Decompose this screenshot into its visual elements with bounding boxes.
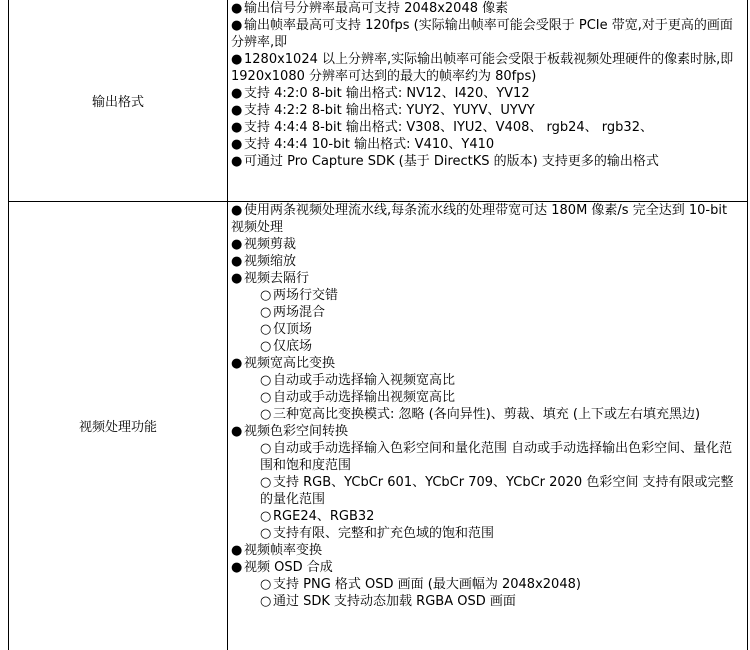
- hollow-circle-bullet-icon: ○: [260, 474, 272, 490]
- row-content: [228, 201, 748, 650]
- row-label: 输出格式: [9, 0, 228, 201]
- list-item-text: 仅顶场: [273, 321, 313, 337]
- sub-list-item: [231, 508, 741, 525]
- list-item-text: 使用两条视频处理流水线,每条流水线的处理带宽可达 180M 像素/s 完全达到 10-bit 视频处理: [231, 202, 728, 235]
- hollow-circle-bullet-icon: ○: [260, 304, 272, 320]
- list-item-text: 支持 PNG 格式 OSD 画面 (最大画幅为 2048x2048): [273, 576, 581, 592]
- list-item: [231, 202, 741, 236]
- list-item-text: 仅底场: [273, 338, 313, 354]
- hollow-circle-bullet-icon: ○: [260, 525, 272, 541]
- hollow-circle-bullet-icon: ○: [260, 593, 272, 609]
- list-item-text: 视频剪裁: [244, 236, 297, 252]
- filled-circle-bullet-icon: ●: [231, 423, 243, 439]
- hollow-circle-bullet-icon: ○: [260, 440, 272, 456]
- list-item-text: 视频去隔行: [244, 270, 310, 286]
- sub-list-item: [231, 321, 741, 338]
- list-item-text: 视频缩放: [244, 253, 297, 269]
- list-item-text: 视频帧率变换: [244, 542, 323, 558]
- list-item: [231, 542, 741, 559]
- spec-list: [231, 202, 741, 610]
- spec-list: [231, 0, 741, 170]
- list-item-text: 支持 4:2:0 8-bit 输出格式: NV12、I420、YV12: [244, 86, 530, 101]
- hollow-circle-bullet-icon: ○: [260, 406, 272, 422]
- hollow-circle-bullet-icon: ○: [260, 372, 272, 388]
- filled-circle-bullet-icon: ●: [231, 154, 243, 169]
- list-item-text: 支持有限、完整和扩充色域的饱和范围: [273, 525, 495, 541]
- sub-list-item: [231, 287, 741, 304]
- filled-circle-bullet-icon: ●: [231, 1, 243, 16]
- hollow-circle-bullet-icon: ○: [260, 287, 272, 303]
- list-item: [231, 270, 741, 287]
- list-item: [231, 153, 741, 170]
- filled-circle-bullet-icon: ●: [231, 542, 243, 558]
- hollow-circle-bullet-icon: ○: [260, 338, 272, 354]
- list-item-text: 自动或手动选择输入色彩空间和量化范围 自动或手动选择输出色彩空间、量化范围和饱和度范围: [260, 440, 733, 473]
- table-row-output-format: [9, 0, 748, 201]
- row-label: 视频处理功能: [9, 201, 228, 650]
- filled-circle-bullet-icon: ●: [231, 86, 243, 101]
- list-item-text: 两场行交错: [273, 287, 339, 303]
- list-item-text: 视频 OSD 合成: [244, 559, 333, 575]
- list-item-text: 视频色彩空间转换: [244, 423, 349, 439]
- list-item-text: RGE24、RGB32: [273, 508, 375, 524]
- hollow-circle-bullet-icon: ○: [260, 576, 272, 592]
- list-item: [231, 253, 741, 270]
- list-item-text: 三种宽高比变换模式: 忽略 (各向异性)、剪裁、填充 (上下或左右填充黑边): [273, 406, 701, 422]
- sub-list-item: [231, 525, 741, 542]
- list-item-text: 可通过 Pro Capture SDK (基于 DirectKS 的版本) 支持更多的输出格式: [244, 154, 659, 169]
- sub-list-item: [231, 593, 741, 610]
- list-item: [231, 85, 741, 102]
- filled-circle-bullet-icon: ●: [231, 202, 243, 218]
- spec-table: [8, 0, 748, 650]
- list-item-text: 输出信号分辨率最高可支持 2048x2048 像素: [244, 1, 509, 16]
- list-item-text: 支持 4:4:4 8-bit 输出格式: V308、IYU2、V408、 rgb24、 rgb32、: [244, 120, 653, 135]
- hollow-circle-bullet-icon: ○: [260, 389, 272, 405]
- filled-circle-bullet-icon: ●: [231, 137, 243, 152]
- sub-list-item: [231, 406, 741, 423]
- filled-circle-bullet-icon: ●: [231, 253, 243, 269]
- sub-list-item: [231, 474, 741, 508]
- list-item: [231, 559, 741, 576]
- list-item-text: 两场混合: [273, 304, 326, 320]
- filled-circle-bullet-icon: ●: [231, 120, 243, 135]
- sub-list-item: [231, 304, 741, 321]
- list-item-text: 通过 SDK 支持动态加载 RGBA OSD 画面: [273, 593, 516, 609]
- sub-list-item: [231, 440, 741, 474]
- list-item: [231, 119, 741, 136]
- list-item-text: 支持 4:2:2 8-bit 输出格式: YUY2、YUYV、UYVY: [244, 103, 535, 118]
- hollow-circle-bullet-icon: ○: [260, 508, 272, 524]
- filled-circle-bullet-icon: ●: [231, 236, 243, 252]
- sub-list-item: [231, 338, 741, 355]
- filled-circle-bullet-icon: ●: [231, 18, 243, 33]
- list-item-text: 1280x1024 以上分辨率,实际输出帧率可能会受限于板载视频处理硬件的像素时脉,即 1920x1080 分辨率可达到的最大的帧率约为 80fps): [231, 52, 734, 84]
- list-item-text: 视频宽高比变换: [244, 355, 336, 371]
- row-content: [228, 0, 748, 201]
- list-item: [231, 355, 741, 372]
- filled-circle-bullet-icon: ●: [231, 52, 243, 67]
- list-item: [231, 102, 741, 119]
- list-item: [231, 0, 741, 17]
- list-item-text: 支持 4:4:4 10-bit 输出格式: V410、Y410: [244, 137, 495, 152]
- table-row-video-processing: [9, 201, 748, 650]
- list-item-text: 支持 RGB、YCbCr 601、YCbCr 709、YCbCr 2020 色彩空间 支持有限或完整的量化范围: [260, 474, 734, 507]
- filled-circle-bullet-icon: ●: [231, 559, 243, 575]
- list-item-text: 输出帧率最高可支持 120fps (实际输出帧率可能会受限于 PCIe 带宽,对于更高的画面分辨率,即: [231, 18, 733, 50]
- hollow-circle-bullet-icon: ○: [260, 321, 272, 337]
- list-item-text: 自动或手动选择输入视频宽高比: [273, 372, 456, 388]
- sub-list-item: [231, 372, 741, 389]
- filled-circle-bullet-icon: ●: [231, 355, 243, 371]
- list-item: [231, 51, 741, 85]
- list-item: [231, 236, 741, 253]
- list-item-text: 自动或手动选择输出视频宽高比: [273, 389, 456, 405]
- list-item: [231, 423, 741, 440]
- sub-list-item: [231, 576, 741, 593]
- filled-circle-bullet-icon: ●: [231, 103, 243, 118]
- list-item: [231, 17, 741, 51]
- filled-circle-bullet-icon: ●: [231, 270, 243, 286]
- list-item: [231, 136, 741, 153]
- sub-list-item: [231, 389, 741, 406]
